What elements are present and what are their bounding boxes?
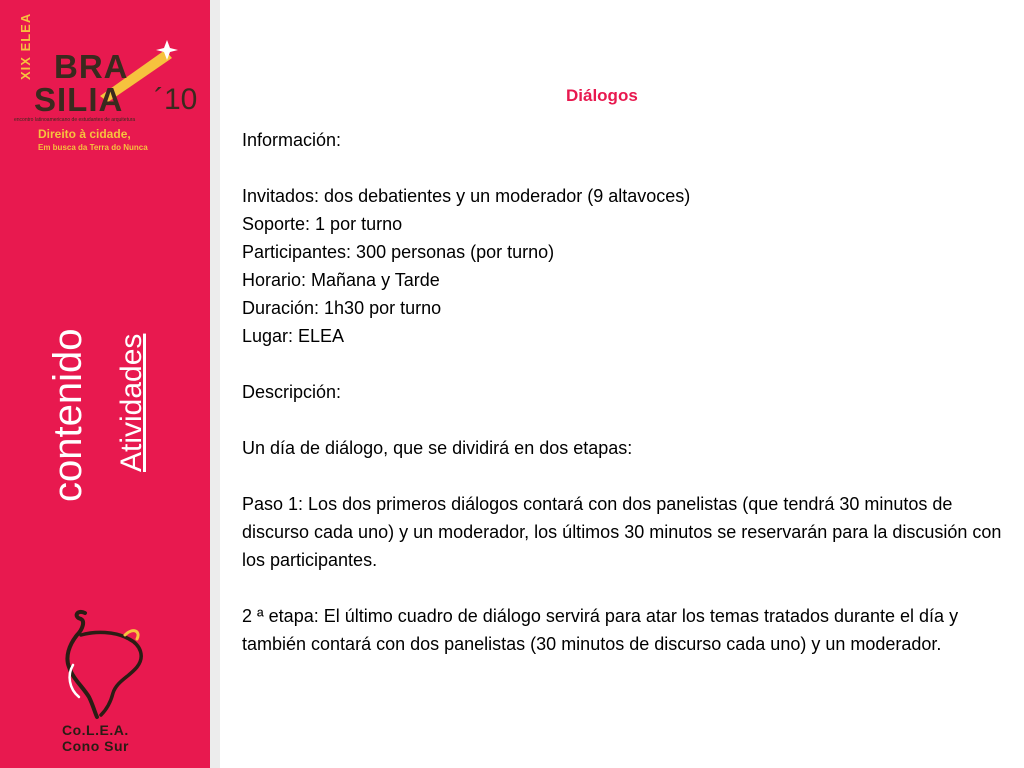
xix-elea-label: XIX ELEA <box>18 12 33 80</box>
logo-year: ´10 <box>154 83 198 116</box>
logo-silia-text: SILIA <box>34 81 124 118</box>
logo-slogan: Direito à cidade, <box>38 127 131 141</box>
invitados-line: Invitados: dos debatientes y un moderador (9 altavoces) <box>242 186 691 206</box>
logo-bra-text: BRA <box>54 48 129 85</box>
lugar-line: Lugar: ELEA <box>242 326 345 346</box>
sidebar-divider <box>210 0 220 768</box>
page-title: Diálogos <box>566 86 638 105</box>
logo-tagline: Em busca da Terra do Nunca <box>38 143 148 152</box>
participantes-line: Participantes: 300 personas (por turno) <box>242 242 555 262</box>
content-body <box>242 126 1002 658</box>
colea-line-2: Cono Sur <box>62 738 129 754</box>
colea-line-1: Co.L.E.A. <box>62 722 129 738</box>
informacion-heading: Información: <box>242 130 342 150</box>
sidebar <box>0 0 210 768</box>
colea-logo-text <box>62 722 129 754</box>
paso1-paragraph: Paso 1: Los dos primeros diálogos contará con dos panelistas (que tendrá 30 minutos de discurso cada uno) y un moderador, los últimos 30 minutos se reservarán para la discusión con los participantes. <box>242 494 1002 570</box>
intro-paragraph: Un día de diálogo, que se dividirá en dos etapas: <box>242 438 633 458</box>
horario-line: Horario: Mañana y Tarde <box>242 270 440 290</box>
soporte-line: Soporte: 1 por turno <box>242 214 403 234</box>
duracion-line: Duración: 1h30 por turno <box>242 298 442 318</box>
south-america-dancer-icon <box>55 605 155 720</box>
section-label-atividades: Atividades <box>115 333 148 472</box>
descripcion-heading: Descripción: <box>242 382 342 402</box>
etapa2-paragraph: 2 ª etapa: El último cuadro de diálogo servirá para atar los temas tratados durante el día y también contará con dos panelistas (30 minutos de discurso cada uno) y un moderador. <box>242 606 959 654</box>
logo-subline: encontro latinoamericano de estudantes de arquitetura <box>14 117 136 123</box>
brasilia-logo <box>0 0 210 170</box>
section-label-contenido: contenido <box>46 328 90 502</box>
